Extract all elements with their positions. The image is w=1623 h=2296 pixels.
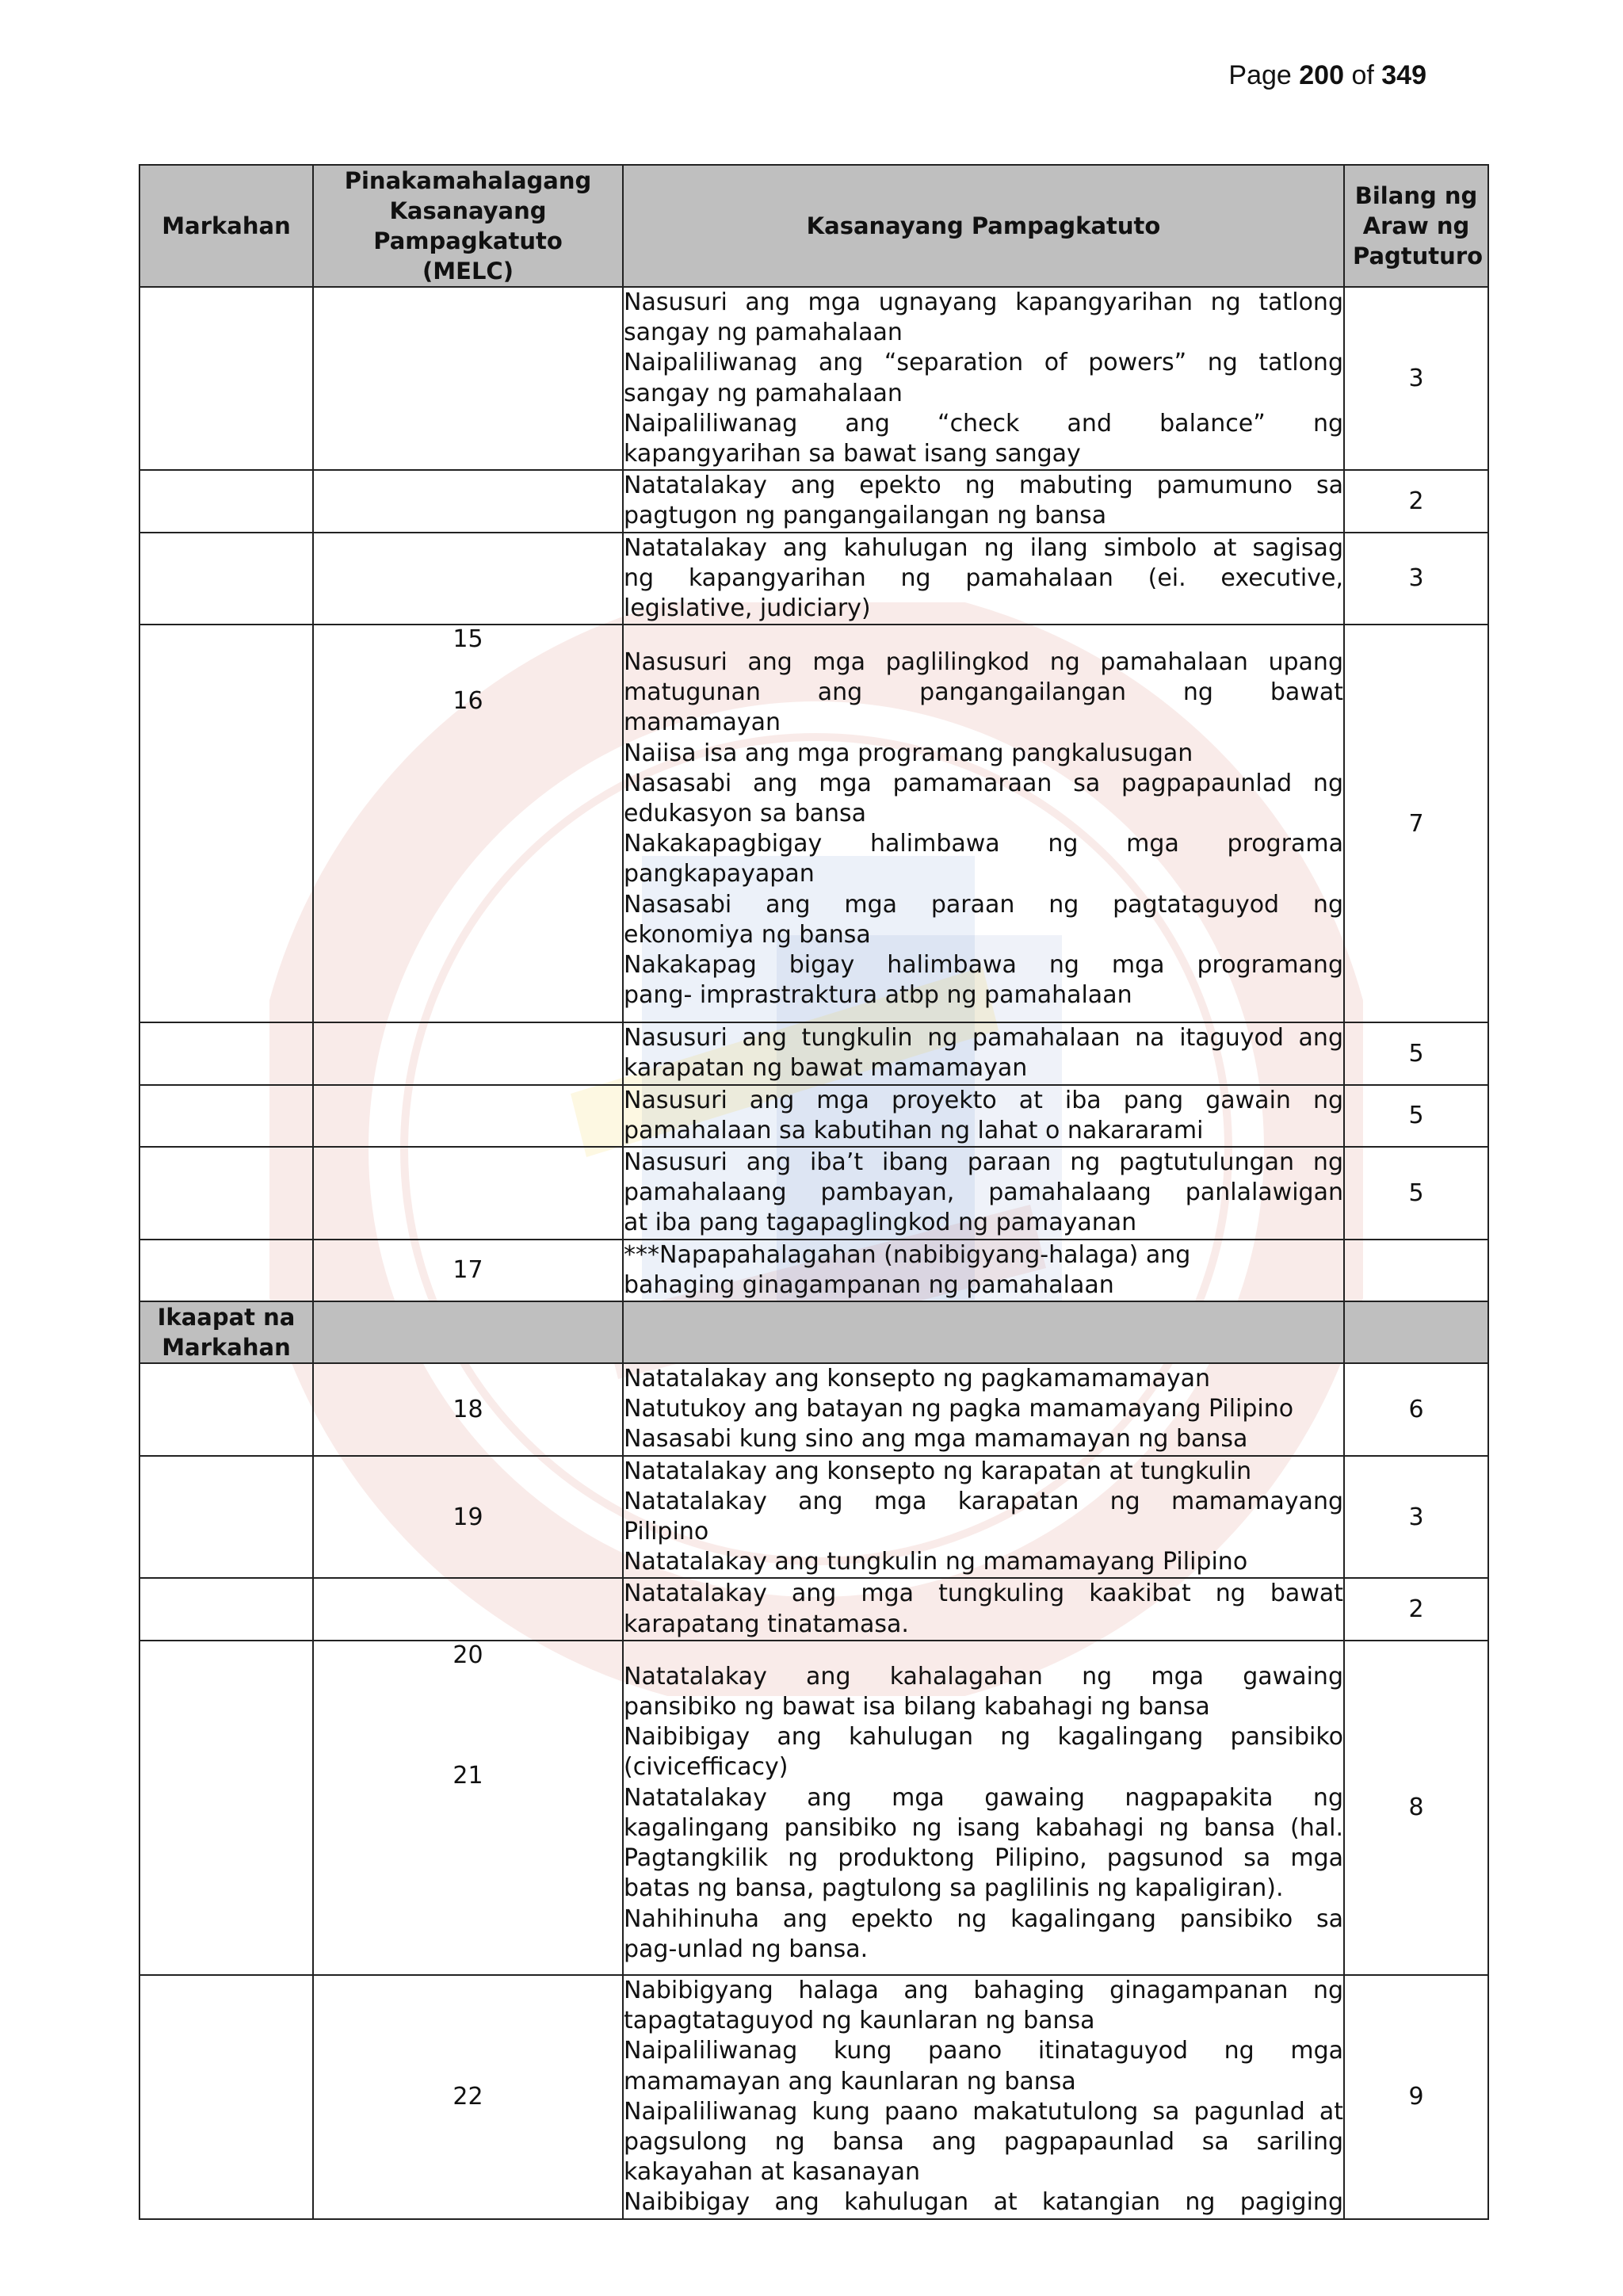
days-cell: 8 [1344,1641,1488,1975]
skills-cell [623,1085,1344,1147]
skill-text-line: Naipaliliwanag ang “check and balance” ng [624,409,1343,437]
table-header-row [139,165,1488,287]
skills-cell [623,1975,1344,2219]
skill-text-line: matugunan ang pangangailangan ng bawat [624,678,1343,707]
skill-text-line: Natatalakay ang mga karapatan ng mamamayang [624,1487,1343,1515]
skill-text-line: Nabibigyang halaga ang bahaging ginagampanan ng [624,1976,1343,2004]
markahan-cell [139,470,313,532]
skill-text-line: batas ng bansa, pagtulong sa paglilinis ng kapaligiran). [624,1874,1284,1903]
skill-text-line: legislative, judiciary) [624,594,871,623]
skills-cell [623,533,1344,625]
skill-text-line: ng kapangyarihan ng pamahalaan (ei. executive, [624,563,1343,592]
markahan-cell [139,1085,313,1147]
melc-code-cell [313,1578,623,1640]
skill-text-line: (civicefficacy) [624,1753,789,1782]
days-cell: 9 [1344,1975,1488,2219]
skills-cell [623,1363,1344,1456]
skill-text-line: Nasusuri ang tungkulin ng pamahalaan na itaguyod ang [624,1024,1343,1052]
skill-text-line: kagalingang pansibiko ng isang kabahagi ng bansa (hal. [624,1813,1343,1842]
skills-cell [623,1641,1344,1975]
days-cell [1344,1240,1488,1301]
skill-text-line: Nahihinuha ang epekto ng kagalingang pansibiko sa [624,1904,1343,1933]
table-row [139,287,1488,470]
skills-cell [623,625,1344,1022]
skill-text-line: tapagtataguyod ng kaunlaran ng bansa [624,2007,1095,2035]
table-row [139,1578,1488,1640]
markahan-cell [139,1975,313,2219]
table-row [139,1085,1488,1147]
skill-text-line: Naipaliliwanag ang “separation of powers” ng tatlong [624,349,1343,377]
quarter-empty-cell [1344,1301,1488,1363]
markahan-cell [139,1578,313,1640]
skill-text-line: Natatalakay ang konsepto ng karapatan at tungkulin [624,1457,1252,1485]
skill-text-line: edukasyon sa bansa [624,800,867,828]
skill-text-line: ***Napapahalagahan (nabibigyang-halaga) ang [624,1240,1191,1269]
skill-text-line: pagsulong ng bansa ang pagpapaunlad sa sariling [624,2127,1343,2156]
days-cell: 2 [1344,1578,1488,1640]
markahan-cell [139,1022,313,1084]
melc-code: 16 [453,687,483,716]
skill-text-line: Nasusuri ang mga paglilingkod ng pamahalaan upang [624,648,1343,677]
skill-text-line: Nasusuri ang mga proyekto at iba pang gawain ng [624,1086,1343,1114]
skill-text-line: Natatalakay ang kahalagahan ng mga gawaing [624,1662,1343,1690]
melc-code-cell [313,625,623,1022]
skill-text-line: Natatalakay ang epekto ng mabuting pamumuno sa [624,472,1343,500]
skill-text-line: Pilipino [624,1518,709,1546]
table-row [139,1147,1488,1240]
melc-code: 22 [453,2083,483,2111]
skill-text-line: pamahalaang pambayan, pamahalaang panlalawigan [624,1179,1343,1207]
skill-text-line: karapatan ng bawat mamamayan [624,1054,1028,1083]
skill-text-line: Natatalakay ang mga tungkuling kaakibat ng bawat [624,1580,1343,1608]
skill-text-line: Nakakapagbigay halimbawa ng mga programa [624,830,1343,858]
table-row [139,625,1488,1022]
skill-text-line: Naipaliliwanag kung paano makatutulong sa pagunlad at [624,2097,1343,2126]
skill-text-line: Natatalakay ang mga gawaing nagpapakita ng [624,1783,1343,1812]
skill-text-line: pansibiko ng bawat isa bilang kabahagi ng bansa [624,1693,1210,1721]
melc-code-cell [313,470,623,532]
markahan-cell [139,1641,313,1975]
days-cell: 5 [1344,1085,1488,1147]
days-cell: 5 [1344,1022,1488,1084]
quarter-empty-cell [313,1301,623,1363]
melc-code: 15 [453,625,483,654]
days-cell: 3 [1344,287,1488,470]
days-cell: 3 [1344,533,1488,625]
skill-text-line: karapatang tinatamasa. [624,1610,909,1638]
skills-cell [623,1022,1344,1084]
melc-code: 21 [453,1761,483,1790]
skill-text-line: Naibibigay ang kahulugan at katangian ng pagiging [624,2188,1343,2217]
skill-text-line: sangay ng pamahalaan [624,319,903,347]
skill-text-line: Natatalakay ang konsepto ng pagkamamamayan [624,1365,1211,1393]
melc-code-cell [313,1022,623,1084]
header-bilang: Bilang ng Araw ng Pagtuturo [1344,165,1488,287]
melc-code: 19 [453,1503,483,1531]
days-cell: 2 [1344,470,1488,532]
melc-code-cell [313,1456,623,1579]
melc-code-cell [313,1147,623,1240]
markahan-cell [139,1147,313,1240]
table-row [139,1240,1488,1301]
skill-text-line: Nakakapag bigay halimbawa ng mga programang [624,951,1343,980]
skill-text-line: pagtugon ng pangangailangan ng bansa [624,502,1107,530]
skill-text-line: Naiisa isa ang mga programang pangkalusugan [624,739,1193,767]
skill-text-line: Naibibigay ang kahulugan ng kagalingang pansibiko [624,1723,1343,1752]
melc-code: 17 [453,1256,483,1285]
skills-cell [623,1240,1344,1301]
skill-text-line: mamamayan [624,709,781,737]
markahan-cell [139,1456,313,1579]
markahan-cell [139,625,313,1022]
skill-text-line: mamamayan ang kaunlaran ng bansa [624,2067,1076,2095]
days-cell: 7 [1344,625,1488,1022]
melc-code-cell [313,1240,623,1301]
skill-text-line: ekonomiya ng bansa [624,920,871,949]
skills-cell [623,470,1344,532]
skill-text-line: Natatalakay ang kahulugan ng ilang simbolo at sagisag [624,533,1343,562]
skill-text-line: Nasasabi ang mga paraan ng pagtataguyod ng [624,890,1343,919]
melc-code-cell [313,1363,623,1456]
skill-text-line: kapangyarihan sa bawat isang sangay [624,440,1081,468]
skills-cell [623,1578,1344,1640]
skill-text-line: Natatalakay ang tungkulin ng mamamayang Pilipino [624,1548,1248,1576]
skill-text-line: at iba pang tagapaglingkod ng pamayanan [624,1209,1137,1237]
melc-code-cell [313,1975,623,2219]
quarter-header-row [139,1301,1488,1363]
days-cell: 3 [1344,1456,1488,1579]
skill-text-line: bahaging ginagampanan ng pamahalaan [624,1270,1114,1299]
skill-text-line: Pagtangkilik ng produktong Pilipino, pagsunod sa mga [624,1844,1343,1873]
melc-code-cell [313,1085,623,1147]
skill-text-line: Nasasabi kung sino ang mga mamamayan ng bansa [624,1425,1248,1454]
melc-code-cell [313,1641,623,1975]
quarter-label: Ikaapat na Markahan [139,1301,313,1363]
skills-cell [623,1456,1344,1579]
header-melc: Pinakamahalagang Kasanayang Pampagkatuto (MELC) [313,165,623,287]
melc-code: 20 [453,1641,483,1669]
table-row [139,1022,1488,1084]
skill-text-line: pag-unlad ng bansa. [624,1935,869,1963]
table-row [139,470,1488,532]
skills-cell [623,287,1344,470]
skill-text-line: pangkapayapan [624,860,815,888]
markahan-cell [139,1240,313,1301]
quarter-empty-cell [623,1301,1344,1363]
markahan-cell [139,287,313,470]
skill-text-line: Natutukoy ang batayan ng pagka mamamayang Pilipino [624,1395,1294,1423]
skill-text-line: sangay ng pamahalaan [624,379,903,407]
table-row [139,533,1488,625]
table-row [139,1456,1488,1579]
skill-text-line: Naipaliliwanag kung paano itinataguyod ng mga [624,2037,1343,2065]
days-cell: 6 [1344,1363,1488,1456]
header-kasanayan: Kasanayang Pampagkatuto [623,165,1344,287]
skill-text-line: kakayahan at kasanayan [624,2158,921,2187]
skill-text-line: Nasusuri ang mga ugnayang kapangyarihan ng tatlong [624,288,1343,316]
skill-text-line: Nasusuri ang iba’t ibang paraan ng pagtutulungan ng [624,1148,1343,1177]
markahan-cell [139,1363,313,1456]
melc-code-cell [313,287,623,470]
skills-cell [623,1147,1344,1240]
table-row [139,1641,1488,1975]
skill-text-line: pamahalaan sa kabutihan ng lahat o nakararami [624,1116,1204,1144]
table-row [139,1975,1488,2219]
melc-code-cell [313,533,623,625]
page-number: Page 200 of 349 [1228,60,1426,90]
header-markahan: Markahan [139,165,313,287]
days-cell: 5 [1344,1147,1488,1240]
skill-text-line: pang- imprastraktura atbp ng pamahalaan [624,981,1132,1010]
skill-text-line: Nasasabi ang mga pamamaraan sa pagpapaunlad ng [624,769,1343,797]
table-row [139,1363,1488,1456]
melc-code: 18 [453,1395,483,1423]
markahan-cell [139,533,313,625]
table-body [139,287,1488,2219]
melc-table [139,164,1489,2220]
